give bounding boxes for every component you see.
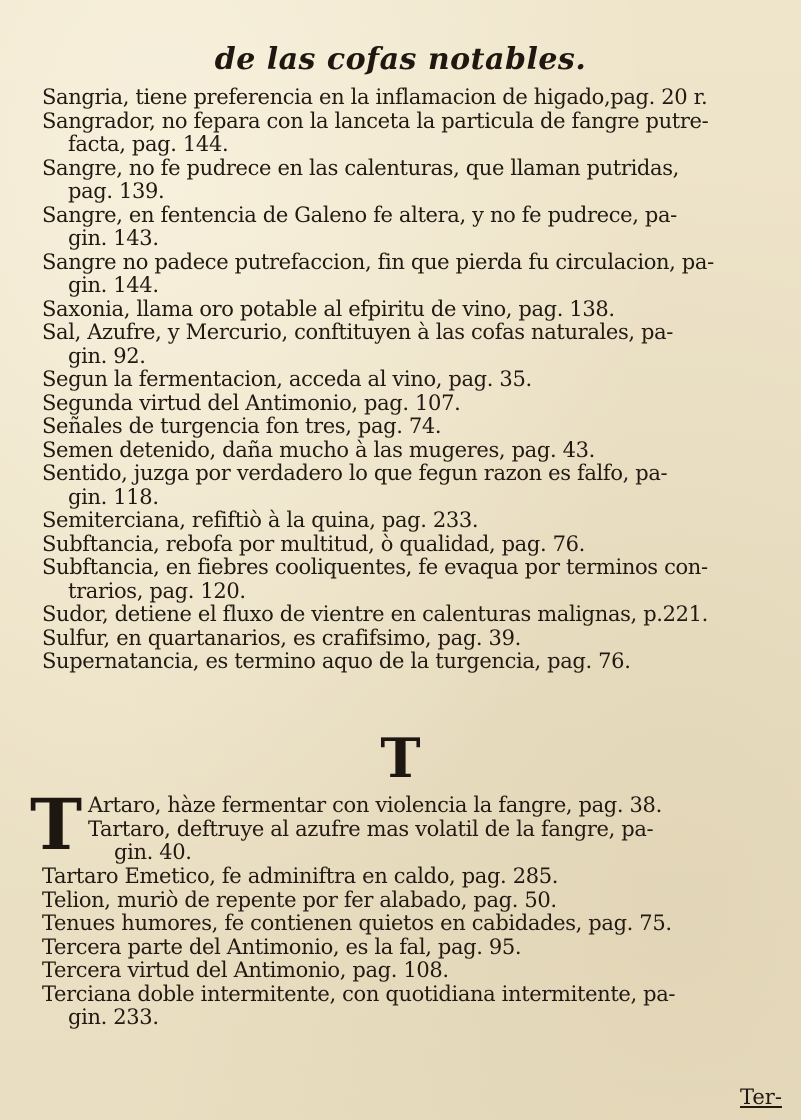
index-entry: Segun la fermentacion, acceda al vino, pag. 35. bbox=[42, 367, 532, 391]
section-s-entries bbox=[42, 86, 782, 674]
catchword: Ter- bbox=[740, 1085, 782, 1109]
index-entry-continuation: gin. 144. bbox=[68, 273, 159, 297]
index-entry: Semen detenido, daña mucho à las mugeres, pag. 43. bbox=[42, 437, 595, 462]
index-entry: Artaro, hàze fermentar con violencia la fangre, pag. 38. bbox=[88, 793, 662, 817]
index-entry: Segunda virtud del Antimonio, pag. 107. bbox=[42, 390, 461, 415]
index-entry: Señales de turgencia fon tres, pag. 74. bbox=[42, 414, 442, 438]
running-head: de las cofas notables. bbox=[214, 42, 587, 77]
section-t-dropcap-entries bbox=[88, 794, 788, 865]
index-entry-continuation: gin. 40. bbox=[114, 840, 192, 864]
index-entry: Tenues humores, fe contienen quietos en cabidades, pag. 75. bbox=[42, 911, 672, 935]
index-entry: Sudor, detiene el fluxo de vientre en calenturas malignas, p.221. bbox=[42, 602, 708, 626]
index-entry-continuation: gin. 92. bbox=[68, 343, 146, 368]
index-entry-continuation: gin. 118. bbox=[68, 484, 159, 509]
index-entry: Saxonia, llama oro potable al efpiritu de vino, pag. 138. bbox=[42, 296, 615, 321]
section-t-entries bbox=[42, 865, 782, 1030]
index-entry: Sangre, no fe pudrece en las calenturas, que llaman putridas, bbox=[42, 155, 679, 180]
index-entry: Sangre, en fentencia de Galeno fe altera, y no fe pudrece, pa- bbox=[42, 202, 677, 227]
index-entry-continuation: gin. 233. bbox=[68, 1005, 159, 1029]
index-entry: Sangre no padece putrefaccion, fin que pierda fu circulacion, pa- bbox=[42, 249, 714, 274]
index-entry: Terciana doble intermitente, con quotidiana intermitente, pa- bbox=[42, 981, 676, 1006]
drop-cap: T bbox=[30, 783, 83, 866]
index-entry: Tartaro, deftruye al azufre mas volatil de la fangre, pa- bbox=[88, 816, 654, 841]
index-entry: Semiterciana, refiftiò à la quina, pag. 233. bbox=[42, 508, 479, 532]
index-entry: Subftancia, rebofa por multitud, ò qualidad, pag. 76. bbox=[42, 531, 585, 556]
index-entry-continuation: pag. 139. bbox=[68, 179, 165, 203]
index-entry-continuation: trarios, pag. 120. bbox=[68, 578, 246, 603]
index-entry: Subftancia, en fiebres cooliquentes, fe evaqua por terminos con- bbox=[42, 555, 708, 579]
index-entry: Sangria, tiene preferencia en la inflamacion de higado,pag. 20 r. bbox=[42, 85, 708, 109]
index-entry: Sentido, juzga por verdadero lo que fegun razon es falfo, pa- bbox=[42, 461, 668, 485]
index-entry: Tercera parte del Antimonio, es la fal, pag. 95. bbox=[42, 934, 522, 959]
index-entry: Tartaro Emetico, fe adminiftra en caldo, pag. 285. bbox=[42, 864, 559, 888]
section-letter-heading: T bbox=[380, 726, 421, 790]
index-entry: Sulfur, en quartanarios, es crafifsimo, pag. 39. bbox=[42, 625, 521, 650]
index-entry-continuation: gin. 143. bbox=[68, 226, 159, 250]
index-entry-continuation: facta, pag. 144. bbox=[68, 132, 229, 156]
index-entry: Telion, muriò de repente por fer alabado, pag. 50. bbox=[42, 887, 557, 912]
index-entry: Tercera virtud del Antimonio, pag. 108. bbox=[42, 958, 449, 982]
index-entry: Sangrador, no fepara con la lanceta la particula de fangre putre- bbox=[42, 108, 709, 133]
index-entry: Sal, Azufre, y Mercurio, conftituyen à las cofas naturales, pa- bbox=[42, 320, 674, 344]
index-entry: Supernatancia, es termino aquo de la turgencia, pag. 76. bbox=[42, 649, 631, 673]
